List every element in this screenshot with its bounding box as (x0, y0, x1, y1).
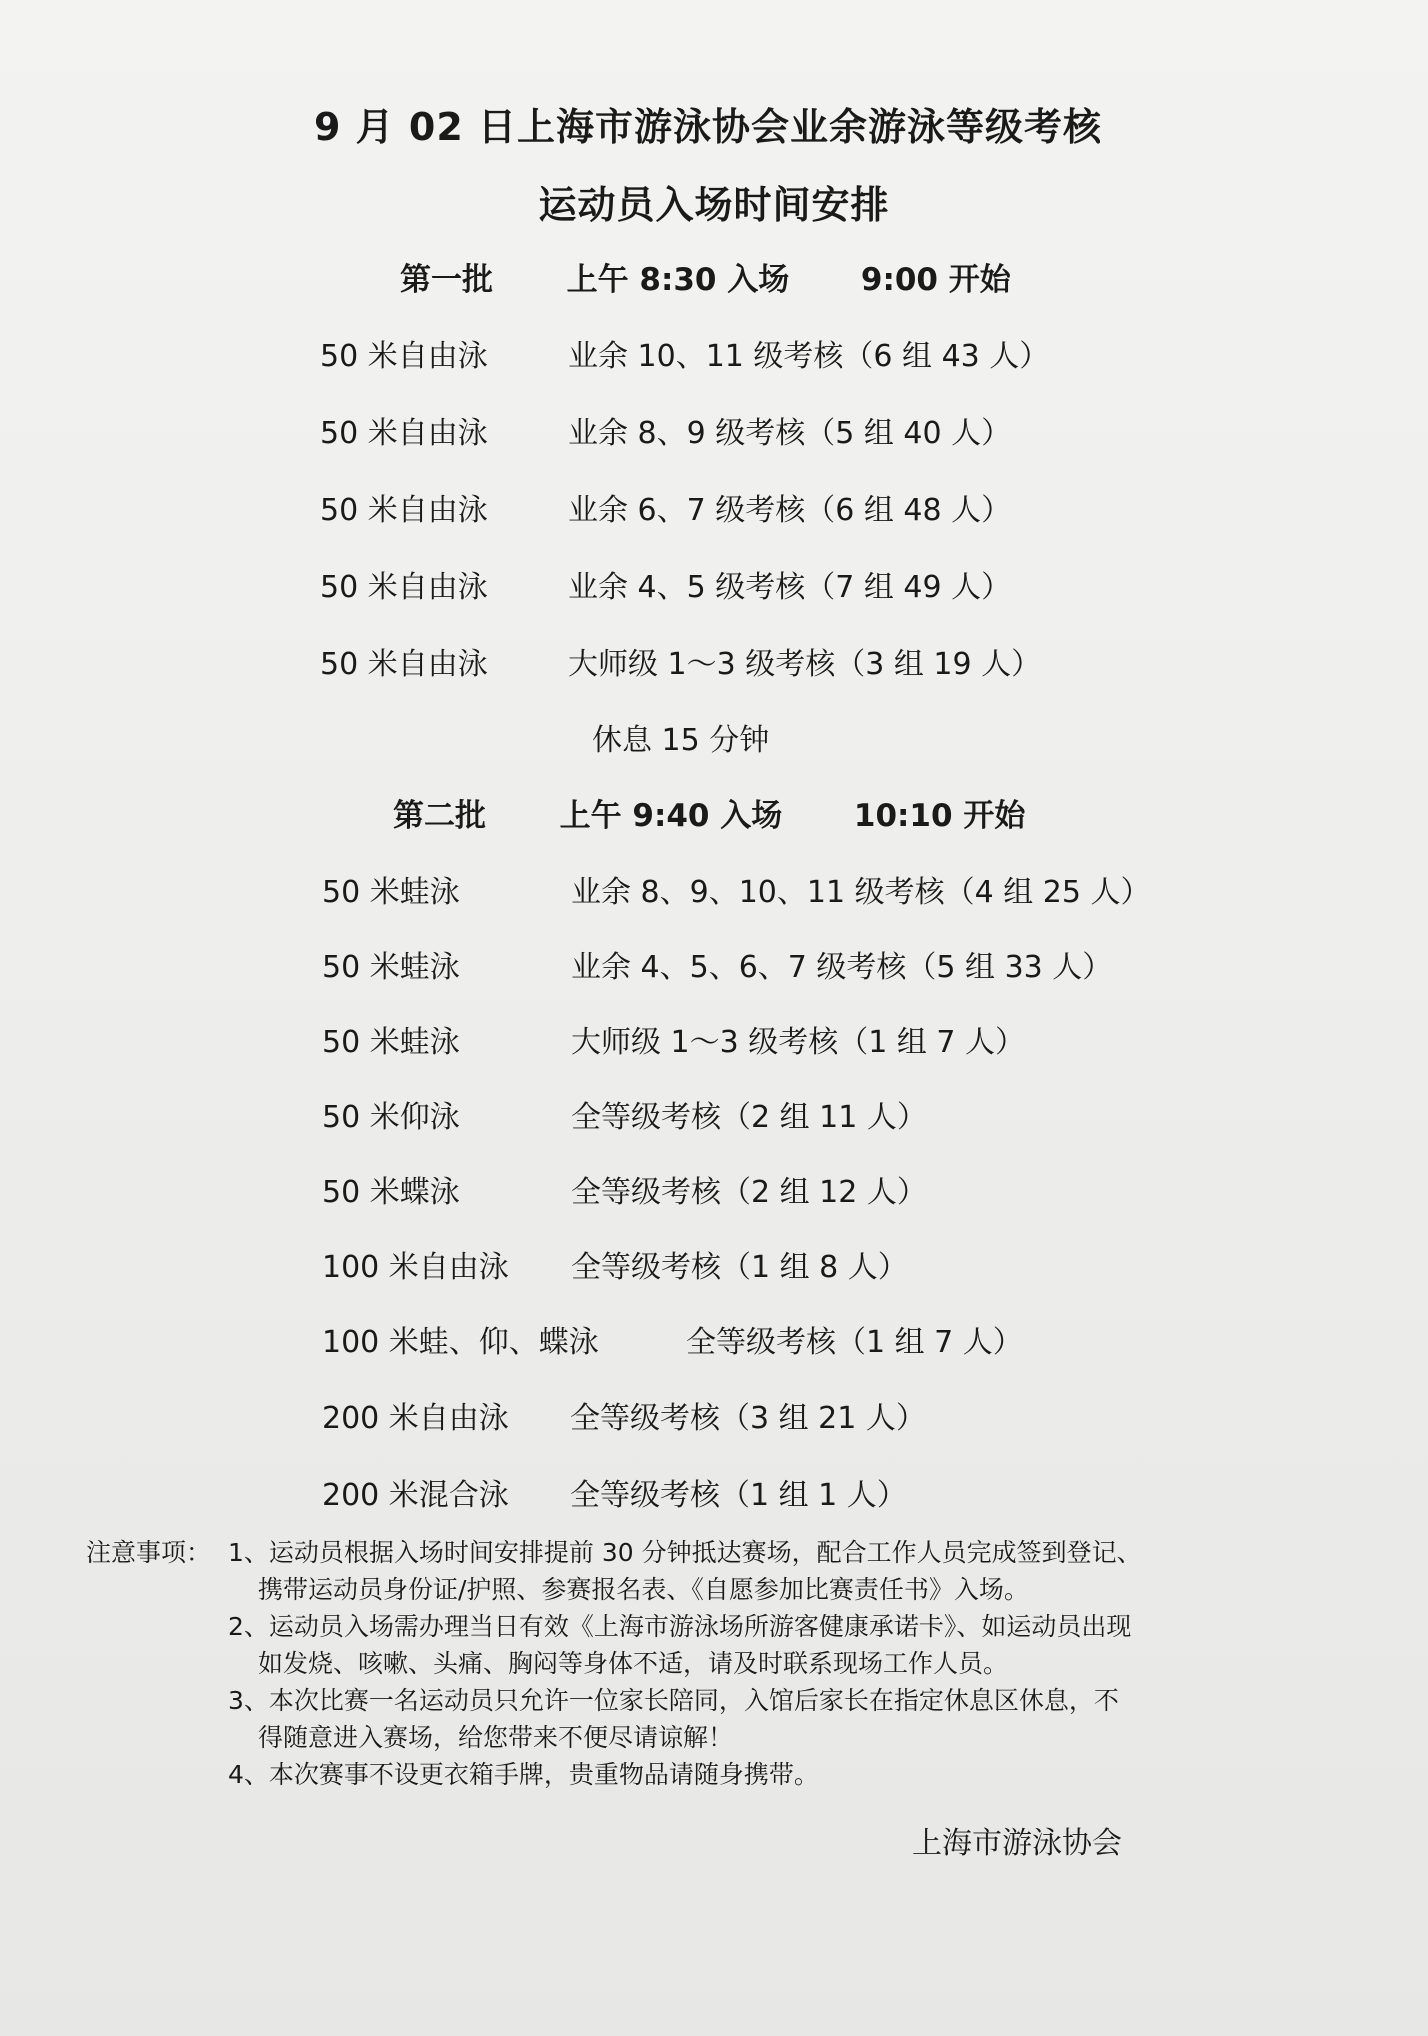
document-subtitle: 运动员入场时间安排 (538, 183, 890, 227)
event-level: 业余 4、5、6、7 级考核（5 组 33 人） (571, 950, 1113, 985)
event-name: 50 米自由泳 (320, 570, 488, 605)
event-name: 200 米混合泳 (322, 1478, 509, 1513)
note-item (86, 1608, 1326, 1682)
event-name: 50 米蛙泳 (322, 875, 460, 910)
event-name: 50 米仰泳 (322, 1100, 460, 1135)
batch2-entry-time: 上午 9:40 入场 (559, 798, 783, 834)
event-name: 100 米蛙、仰、蝶泳 (322, 1325, 599, 1360)
event-name: 50 米自由泳 (320, 416, 488, 451)
event-name: 50 米蝶泳 (322, 1175, 460, 1210)
event-level: 全等级考核（1 组 1 人） (570, 1478, 907, 1513)
document-title: 9 月 02 日上海市游泳协会业余游泳等级考核 (313, 105, 1102, 149)
event-name: 200 米自由泳 (322, 1401, 509, 1436)
batch2-header (393, 790, 1025, 835)
event-level: 全等级考核（2 组 12 人） (571, 1175, 927, 1210)
batch1-start-time: 9:00 开始 (860, 262, 1011, 298)
event-name: 50 米蛙泳 (322, 1025, 460, 1060)
event-name: 50 米蛙泳 (322, 950, 460, 985)
event-level: 全等级考核（3 组 21 人） (570, 1401, 926, 1436)
batch2-start-time: 10:10 开始 (853, 798, 1026, 834)
rest-break: 休息 15 分钟 (592, 723, 770, 758)
notes-label: 注意事项： (86, 1538, 212, 1567)
note-line: 3、本次比赛一名运动员只允许一位家长陪同，入馆后家长在指定休息区休息，不 (228, 1686, 1119, 1715)
event-name: 50 米自由泳 (320, 339, 488, 374)
event-level: 业余 8、9、10、11 级考核（4 组 25 人） (571, 875, 1151, 910)
event-name: 50 米自由泳 (320, 493, 488, 528)
batch1-name: 第一批 (400, 262, 493, 298)
batch1-header (400, 254, 1011, 299)
notes-section (86, 1534, 1326, 1793)
event-name: 100 米自由泳 (322, 1250, 509, 1285)
note-item (86, 1534, 1326, 1608)
event-level: 业余 8、9 级考核（5 组 40 人） (568, 416, 1012, 451)
signature-organization: 上海市游泳协会 (912, 1826, 1122, 1861)
event-level: 大师级 1～3 级考核（3 组 19 人） (568, 647, 1042, 682)
event-level: 业余 6、7 级考核（6 组 48 人） (568, 493, 1012, 528)
event-level: 业余 4、5 级考核（7 组 49 人） (568, 570, 1012, 605)
batch1-entry-time: 上午 8:30 入场 (566, 262, 790, 298)
event-level: 业余 10、11 级考核（6 组 43 人） (568, 339, 1050, 374)
note-line: 2、运动员入场需办理当日有效《上海市游泳场所游客健康承诺卡》、如运动员出现 (228, 1612, 1132, 1641)
event-level: 全等级考核（2 组 11 人） (571, 1100, 927, 1135)
note-line: 得随意进入赛场，给您带来不便尽请谅解！ (258, 1723, 734, 1752)
note-item (86, 1682, 1326, 1756)
event-level: 全等级考核（1 组 8 人） (571, 1250, 908, 1285)
event-level: 全等级考核（1 组 7 人） (686, 1325, 1023, 1360)
note-line: 1、运动员根据入场时间安排提前 30 分钟抵达赛场，配合工作人员完成签到登记、 (228, 1538, 1142, 1567)
note-line: 如发烧、咳嗽、头痛、胸闷等身体不适，请及时联系现场工作人员。 (258, 1649, 1009, 1678)
note-line: 4、本次赛事不设更衣箱手牌，贵重物品请随身携带。 (228, 1760, 819, 1789)
batch2-name: 第二批 (393, 798, 486, 834)
note-line: 携带运动员身份证/护照、参赛报名表、《自愿参加比赛责任书》入场。 (258, 1575, 1029, 1604)
event-name: 50 米自由泳 (320, 647, 488, 682)
event-level: 大师级 1～3 级考核（1 组 7 人） (571, 1025, 1026, 1060)
note-item (86, 1756, 1326, 1793)
